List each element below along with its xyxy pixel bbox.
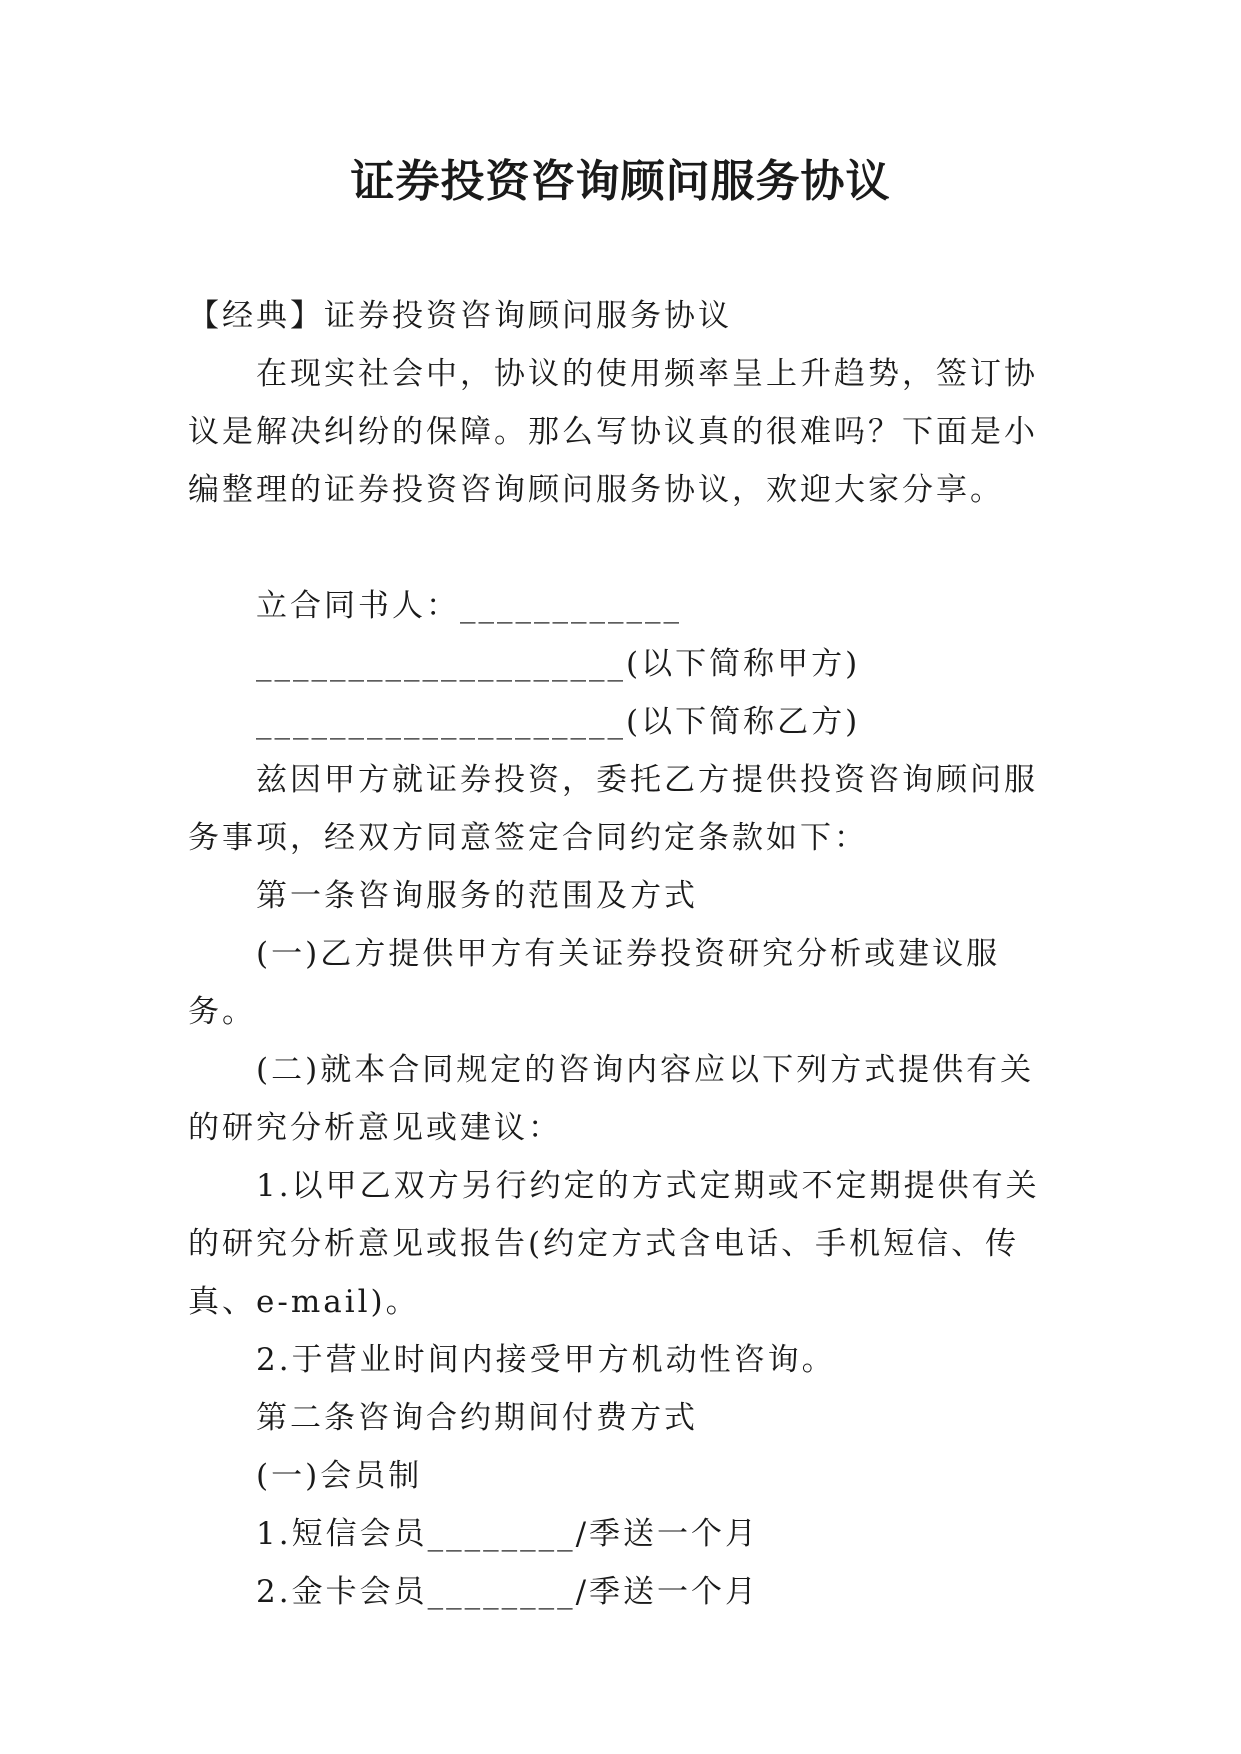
article-2-subitem-2: 2.金卡会员________/季送一个月 xyxy=(256,1574,760,1610)
article-1-subitem-1: 1.以甲乙双方另行约定的方式定期或不定期提供有关的研究分析意见或报告(约定方式含电话、手机短信、传真、e-mail)。 xyxy=(188,1168,1040,1320)
article-2-item-1: (一)会员制 xyxy=(256,1458,423,1494)
article-2-heading: 第二条咨询合约期间付费方式 xyxy=(256,1400,698,1436)
document-title: 证券投资咨询顾问服务协议 xyxy=(350,156,891,207)
party-b-line: ____________________(以下简称乙方) xyxy=(256,704,861,740)
preamble-paragraph: 兹因甲方就证券投资，委托乙方提供投资咨询顾问服务事项，经双方同意签定合同约定条款如下： xyxy=(188,762,1038,856)
article-1-subitem-2: 2.于营业时间内接受甲方机动性咨询。 xyxy=(256,1342,836,1378)
document-subtitle: 【经典】证券投资咨询顾问服务协议 xyxy=(188,298,732,334)
paragraph-spacer xyxy=(188,519,1068,577)
document-body xyxy=(188,287,1068,1621)
party-a-line: ____________________(以下简称甲方) xyxy=(256,646,861,682)
article-1-item-2: (二)就本合同规定的咨询内容应以下列方式提供有关的研究分析意见或建议： xyxy=(188,1052,1035,1146)
article-2-subitem-1: 1.短信会员________/季送一个月 xyxy=(256,1516,760,1552)
contract-signer-line: 立合同书人：____________ xyxy=(256,588,682,624)
intro-paragraph: 在现实社会中，协议的使用频率呈上升趋势，签订协议是解决纠纷的保障。那么写协议真的很难吗？下面是小编整理的证券投资咨询顾问服务协议，欢迎大家分享。 xyxy=(188,356,1038,508)
article-1-item-1: (一)乙方提供甲方有关证券投资研究分析或建议服务。 xyxy=(188,936,1001,1030)
article-1-heading: 第一条咨询服务的范围及方式 xyxy=(256,878,698,914)
